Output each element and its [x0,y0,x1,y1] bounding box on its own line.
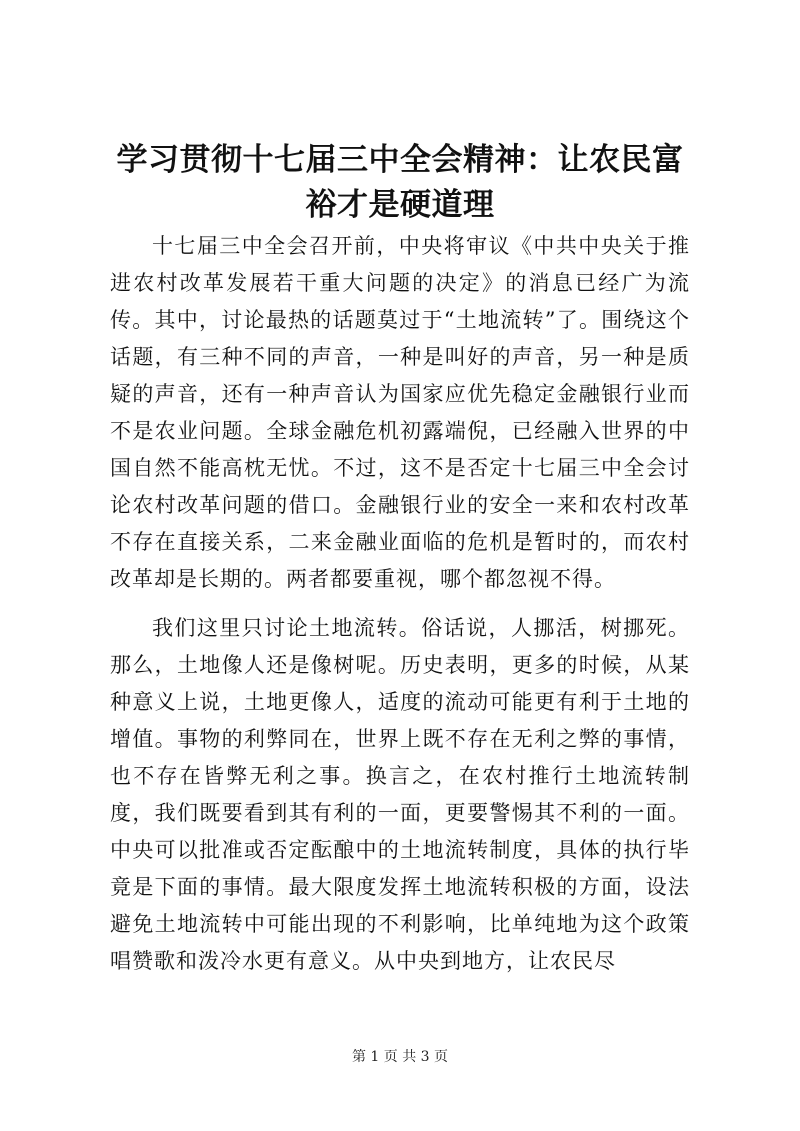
paragraph-1: 十七届三中全会召开前，中央将审议《中共中央关于推进农村改革发展若干重大问题的决定》的消息已经广为流传。其中，讨论最热的话题莫过于“土地流转”了。围绕这个话题，有三种不同的声音，一种是叫好的声音，另一种是质疑的声音，还有一种声音认为国家应优先稳定金融银行业而不是农业问题。全球金融危机初露端倪，已经融入世界的中国自然不能高枕无忧。不过，这不是否定十七届三中全会讨论农村改革问题的借口。金融银行业的安全一来和农村改革不存在直接关系，二来金融业面临的危机是暂时的，而农村改革却是长期的。两者都要重视，哪个都忽视不得。 [110,234,690,591]
page-footer: 第 1 页 共 3 页 [351,1049,449,1065]
paragraph-2: 我们这里只讨论土地流转。俗话说，人挪活，树挪死。那么，土地像人还是像树呢。历史表明，更多的时候，从某种意义上说，土地更像人，适度的流动可能更有利于土地的增值。事物的利弊同在，世界上既不存在无利之弊的事情，也不存在皆弊无利之事。换言之，在农村推行土地流转制度，我们既要看到其有利的一面，更要警惕其不利的一面。中央可以批准或否定酝酿中的土地流转制度，具体的执行毕竟是下面的事情。最大限度发挥土地流转积极的方面，设法避免土地流转中可能出现的不利影响，比单纯地为这个政策唱赞歌和泼冷水更有意义。从中央到地方，让农民尽 [110,616,690,973]
document-body [110,228,690,980]
document-title: 学习贯彻十七届三中全会精神：让农民富裕才是硬道理 [116,142,684,223]
